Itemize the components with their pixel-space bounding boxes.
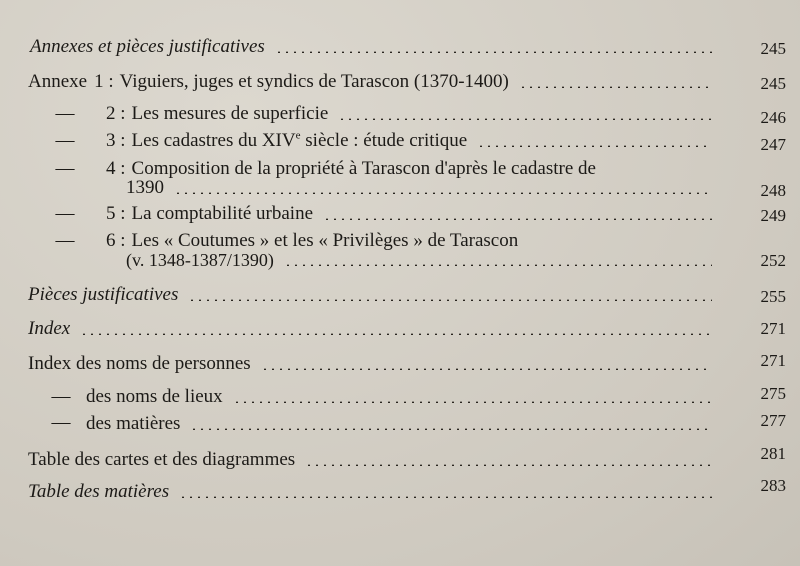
toc-number: 6 : xyxy=(106,230,126,251)
toc-dash: — xyxy=(55,203,75,224)
dot-leader xyxy=(477,145,712,147)
toc-number: 5 : xyxy=(106,203,126,224)
toc-page-number: 247 xyxy=(760,135,786,154)
toc-page-number: 248 xyxy=(760,181,786,200)
toc-page-number: 271 xyxy=(760,319,786,338)
toc-label: des matières xyxy=(86,413,181,434)
toc-dash: — xyxy=(55,230,75,251)
toc-page-number: 277 xyxy=(760,411,786,430)
dot-leader xyxy=(519,86,712,88)
toc-label: Pièces justificatives xyxy=(28,284,179,305)
toc-page-number: 283 xyxy=(760,476,786,495)
toc-number: 1 : xyxy=(94,71,114,92)
dot-leader xyxy=(80,333,712,335)
toc-page-number: 281 xyxy=(760,444,786,463)
dot-leader xyxy=(261,368,712,370)
toc-page-number: 245 xyxy=(760,39,786,58)
toc-prefix: Annexe xyxy=(28,71,88,92)
toc-number: 4 : xyxy=(106,158,126,179)
toc-dash: — xyxy=(51,386,71,407)
toc-number: 2 : xyxy=(106,103,126,124)
dot-leader xyxy=(323,218,712,220)
toc-label: Index des noms de personnes xyxy=(28,353,251,374)
toc-page-number: 252 xyxy=(760,251,786,270)
toc-label: Index xyxy=(28,318,71,339)
toc-label: Table des cartes et des diagrammes xyxy=(28,449,296,470)
toc-label: La comptabilité urbaine xyxy=(131,203,314,224)
toc-label: Table des matières xyxy=(28,481,170,502)
toc-label: des noms de lieux xyxy=(86,386,223,407)
dot-leader xyxy=(305,464,712,466)
toc-page-number: 249 xyxy=(760,206,786,225)
toc-dash: — xyxy=(55,103,75,124)
toc-label: Annexes et pièces justificatives xyxy=(30,36,265,57)
toc-dash: — xyxy=(51,412,71,433)
toc-label-line-1: Composition de la propriété à Tarascon d'après le cadastre de xyxy=(131,158,596,179)
dot-leader xyxy=(275,51,712,53)
toc-page-number: 245 xyxy=(760,74,786,93)
toc-label-line-1: Les « Coutumes » et les « Privilèges » de Tarascon xyxy=(131,230,519,251)
toc-number: 3 : xyxy=(106,130,126,151)
toc-label: Les mesures de superficie xyxy=(131,103,329,124)
toc-page-number: 255 xyxy=(760,287,786,306)
dot-leader xyxy=(188,299,712,301)
toc-label-line-2: (v. 1348-1387/1390) xyxy=(126,250,274,270)
toc-page-number: 246 xyxy=(760,108,786,127)
toc-label: Les cadastres du XIVe siècle : étude critique xyxy=(131,129,468,151)
dot-leader xyxy=(284,264,712,266)
dot-leader xyxy=(190,428,712,430)
toc-dash: — xyxy=(55,130,75,151)
toc-label-line-2: 1390 xyxy=(126,177,164,198)
toc-page-number: 271 xyxy=(760,351,786,370)
dot-leader xyxy=(174,192,712,194)
toc-page-number: 275 xyxy=(760,384,786,403)
dot-leader xyxy=(233,401,712,403)
dot-leader xyxy=(179,496,712,498)
toc-dash: — xyxy=(55,158,75,179)
dot-leader xyxy=(338,118,712,120)
toc-label: Viguiers, juges et syndics de Tarascon (1370-1400) xyxy=(119,71,509,92)
